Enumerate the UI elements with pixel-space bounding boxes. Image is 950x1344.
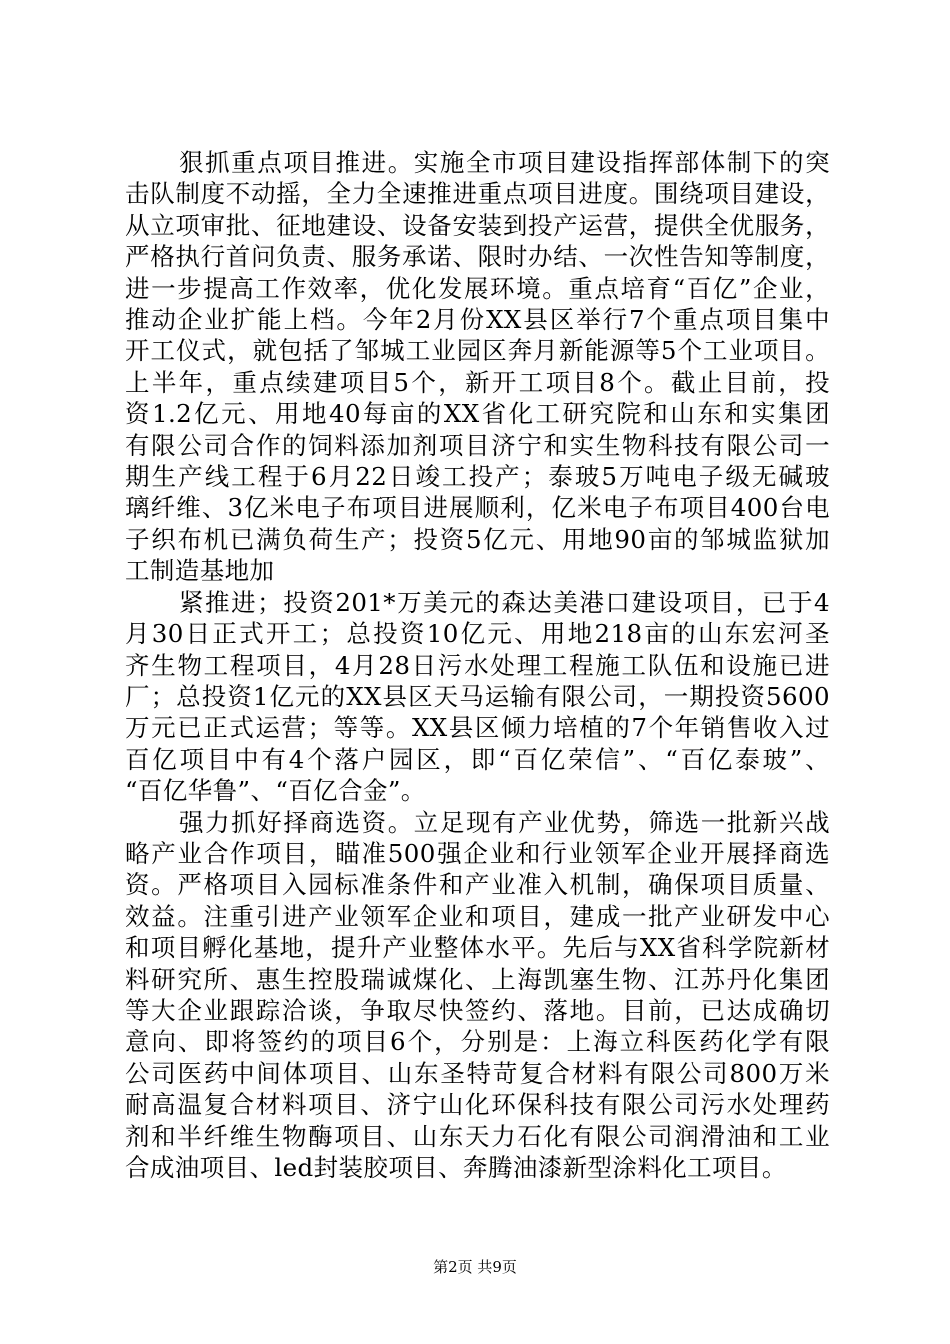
- text-line: 剂和半纤维生物酶项目、山东天力石化有限公司润滑油和工业: [125, 1121, 830, 1151]
- text-line: 狠抓重点项目推进。实施全市项目建设指挥部体制下的突: [179, 148, 830, 177]
- text-line: 工制造基地加: [125, 556, 275, 586]
- text-line: 强力抓好择商选资。立足现有产业优势，筛选一批新兴战: [179, 807, 830, 837]
- text-line: 料研究所、惠生控股瑞诚煤化、上海凯塞生物、江苏丹化集团: [125, 964, 830, 994]
- text-line: 合成油项目、led封装胶项目、奔腾油漆新型涂料化工项目。: [125, 1153, 787, 1182]
- text-line: 严格执行首问负责、服务承诺、限时办结、一次性告知等制度，: [125, 242, 830, 272]
- text-line: 公司医药中间体项目、山东圣特苛复合材料有限公司800万米: [125, 1058, 830, 1088]
- text-line: 资。严格项目入园标准条件和产业准入机制，确保项目质量、: [125, 870, 830, 900]
- text-line: 百亿项目中有4个落户园区，即“百亿荣信”、“百亿泰玻”、: [125, 744, 830, 774]
- text-line: 意向、即将签约的项目6个，分别是：上海立科医药化学有限: [125, 1027, 830, 1057]
- text-line: 效益。注重引进产业领军企业和项目，建成一批产业研发中心: [125, 901, 830, 931]
- text-line: 略产业合作项目，瞄准500强企业和行业领军企业开展择商选: [125, 838, 830, 868]
- page-footer: 第2页 共9页: [433, 1258, 517, 1276]
- text-line: 开工仪式，就包括了邹城工业园区奔月新能源等5个工业项目。: [125, 336, 830, 366]
- text-line: 月30日正式开工；总投资10亿元、用地218亩的山东宏河圣: [125, 619, 830, 649]
- text-line: 期生产线工程于6月22日竣工投产；泰玻5万吨电子级无碱玻: [125, 462, 830, 492]
- text-line: 耐高温复合材料项目、济宁山化环保科技有限公司污水处理药: [125, 1090, 830, 1120]
- text-line: 紧推进；投资201*万美元的森达美港口建设项目，已于4: [179, 587, 830, 617]
- text-line: 进一步提高工作效率，优化发展环境。重点培育“百亿”企业，: [125, 273, 830, 303]
- text-line: 和项目孵化基地，提升产业整体水平。先后与XX省科学院新材: [125, 933, 830, 963]
- text-line: 击队制度不动摇，全力全速推进重点项目进度。围绕项目建设，: [125, 179, 830, 209]
- text-line: 齐生物工程项目，4月28日污水处理工程施工队伍和设施已进: [125, 650, 830, 680]
- text-line: 子织布机已满负荷生产；投资5亿元、用地90亩的邹城监狱加: [125, 524, 830, 554]
- text-line: 上半年，重点续建项目5个，新开工项目8个。截止目前，投: [125, 367, 830, 397]
- text-line: 万元已正式运营；等等。XX县区倾力培植的7个年销售收入过: [125, 713, 830, 743]
- text-line: “百亿华鲁”、“百亿合金”。: [125, 776, 426, 806]
- text-line: 等大企业跟踪洽谈，争取尽快签约、落地。目前，已达成确切: [125, 995, 830, 1025]
- text-line: 厂；总投资1亿元的XX县区天马运输有限公司，一期投资5600: [125, 681, 830, 711]
- text-line: 璃纤维、3亿米电子布项目进展顺利，亿米电子布项目400台电: [125, 493, 830, 523]
- document-body: [125, 147, 830, 1183]
- text-line: 从立项审批、征地建设、设备安装到投产运营，提供全优服务，: [125, 210, 830, 240]
- text-line: 有限公司合作的饲料添加剂项目济宁和实生物科技有限公司一: [125, 430, 830, 460]
- text-line: 资1.2亿元、用地40每亩的XX省化工研究院和山东和实集团: [125, 399, 830, 429]
- text-line: 推动企业扩能上档。今年2月份XX县区举行7个重点项目集中: [125, 305, 830, 335]
